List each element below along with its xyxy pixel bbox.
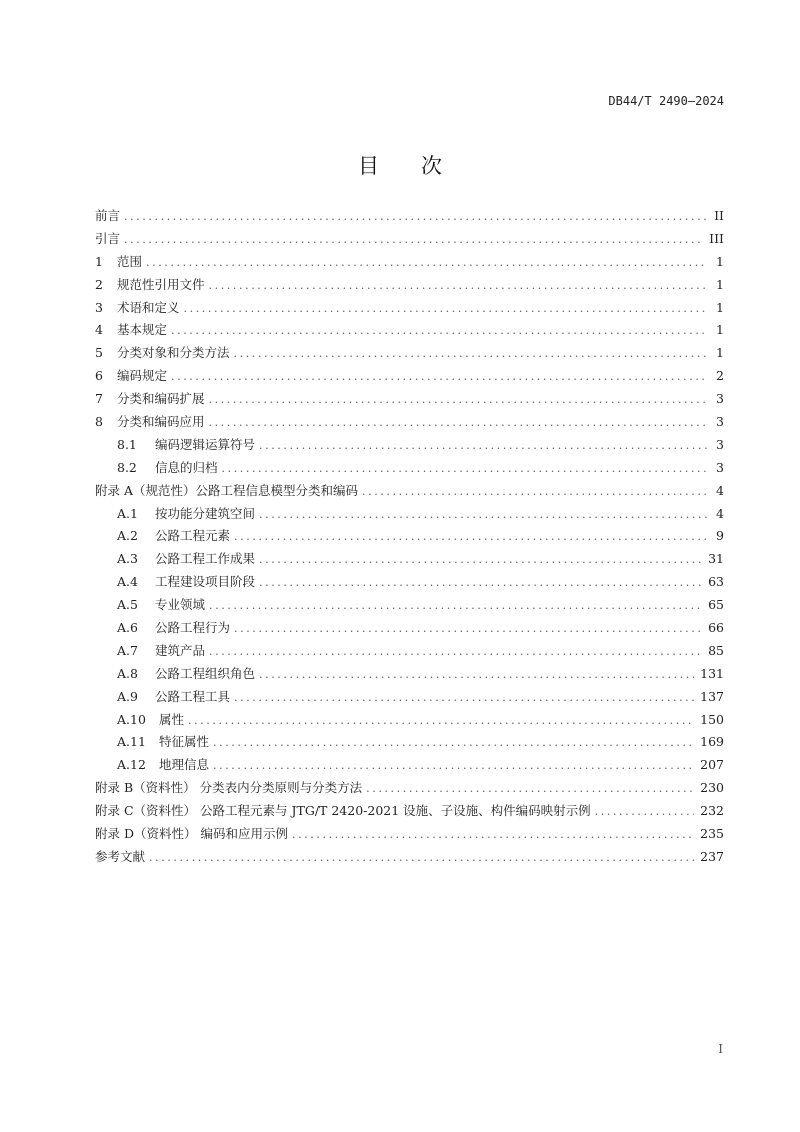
dot-leader bbox=[188, 714, 694, 727]
toc-entry-label: 分类对象和分类方法 bbox=[117, 345, 230, 361]
toc-entry-label: 特征属性 bbox=[159, 734, 210, 750]
toc-entry[interactable] bbox=[95, 732, 724, 755]
toc-entry-page: 4 bbox=[716, 505, 724, 521]
title-char-2: 次 bbox=[421, 154, 442, 178]
toc-entry-page: 63 bbox=[708, 574, 724, 590]
dot-leader bbox=[213, 759, 694, 772]
toc-entry-label: 附录 B（资料性） 分类表内分类原则与分类方法 bbox=[95, 780, 363, 796]
toc-entry-label: 地理信息 bbox=[159, 757, 210, 773]
toc-entry-label: 按功能分建筑空间 bbox=[155, 505, 256, 521]
toc-entry[interactable] bbox=[95, 549, 724, 572]
toc-entry-number: A.3 bbox=[117, 551, 138, 567]
page-number: I bbox=[718, 1042, 723, 1056]
toc-entry-number: A.2 bbox=[117, 528, 138, 544]
toc-entry-label: 属性 bbox=[159, 711, 185, 727]
dot-leader bbox=[234, 691, 694, 704]
toc-entry-page: II bbox=[714, 208, 724, 223]
dot-leader bbox=[366, 782, 694, 795]
toc-entry-page: 3 bbox=[716, 436, 724, 452]
dot-leader bbox=[209, 393, 708, 406]
toc-entry[interactable] bbox=[95, 229, 724, 252]
toc-entry-page: 207 bbox=[700, 757, 724, 773]
toc-entry[interactable] bbox=[95, 664, 724, 687]
dot-leader bbox=[213, 736, 694, 749]
dot-leader bbox=[171, 324, 708, 337]
dot-leader bbox=[124, 210, 708, 223]
toc-entry-page: 131 bbox=[700, 665, 724, 681]
toc-entry[interactable] bbox=[95, 618, 724, 641]
toc-entry-page: 169 bbox=[700, 734, 724, 750]
toc-entry[interactable] bbox=[95, 847, 724, 870]
toc-entry-label: 编码规定 bbox=[117, 368, 168, 384]
dot-leader bbox=[222, 462, 708, 475]
toc-entry-number: A.1 bbox=[117, 505, 138, 521]
toc-entry-page: 3 bbox=[716, 459, 724, 475]
dot-leader bbox=[292, 828, 694, 841]
toc-entry-label: 前言 bbox=[95, 208, 121, 223]
toc-entry-label: 附录 D（资料性） 编码和应用示例 bbox=[95, 826, 288, 842]
toc-entry-number: A.12 bbox=[117, 757, 146, 773]
toc-entry-page: 232 bbox=[700, 803, 724, 819]
toc-entry-number: A.10 bbox=[117, 711, 146, 727]
dot-leader bbox=[259, 576, 702, 589]
toc-entry-label: 规范性引用文件 bbox=[117, 276, 205, 292]
toc-entry-page: 230 bbox=[700, 780, 724, 796]
dot-leader bbox=[209, 279, 708, 292]
toc-entry-page: 3 bbox=[716, 414, 724, 430]
toc-entry-number: 1 bbox=[95, 253, 103, 269]
toc-entry-number: A.5 bbox=[117, 597, 138, 613]
toc-entry-page: 137 bbox=[700, 688, 724, 704]
toc-entry-label: 分类和编码应用 bbox=[117, 414, 205, 430]
toc-entry-number: A.8 bbox=[117, 665, 138, 681]
toc-entry[interactable] bbox=[95, 504, 724, 527]
dot-leader bbox=[259, 508, 708, 521]
toc-entry-number: A.6 bbox=[117, 620, 138, 636]
toc-entry-number: 5 bbox=[95, 345, 103, 361]
toc-entry[interactable] bbox=[95, 710, 724, 733]
toc-entry-page: 150 bbox=[700, 711, 724, 727]
toc-entry-page: 1 bbox=[716, 345, 724, 361]
toc-entry-page: 9 bbox=[716, 528, 724, 544]
dot-leader bbox=[595, 805, 694, 818]
toc-entry-label: 公路工程组织角色 bbox=[155, 665, 256, 681]
toc-entry-page: 3 bbox=[716, 391, 724, 407]
toc-entry-label: 信息的归档 bbox=[155, 459, 218, 475]
toc-entry-label: 工程建设项目阶段 bbox=[155, 574, 256, 590]
dot-leader bbox=[149, 851, 694, 864]
toc-entry-number: 8.2 bbox=[117, 459, 137, 475]
toc-entry-page: 1 bbox=[716, 322, 724, 338]
toc-entry[interactable] bbox=[95, 801, 724, 824]
toc-entry[interactable] bbox=[95, 252, 724, 275]
toc-entry[interactable] bbox=[95, 595, 724, 618]
dot-leader bbox=[259, 668, 694, 681]
dot-leader bbox=[184, 302, 708, 315]
toc-entry-label: 专业领域 bbox=[155, 597, 206, 613]
page-title bbox=[0, 150, 800, 180]
toc-entry-number: A.4 bbox=[117, 574, 138, 590]
toc-entry-label: 参考文献 bbox=[95, 848, 146, 864]
toc-entry-number: 8 bbox=[95, 414, 103, 430]
dot-leader bbox=[234, 530, 708, 543]
toc-entry[interactable] bbox=[95, 275, 724, 298]
toc-entry-page: 31 bbox=[708, 551, 724, 567]
toc-entry-page: 1 bbox=[716, 253, 724, 269]
toc-entry-label: 附录 A（规范性）公路工程信息模型分类和编码 bbox=[95, 482, 359, 498]
toc-entry-label: 公路工程元素 bbox=[155, 528, 231, 544]
toc-entry[interactable] bbox=[95, 435, 724, 458]
toc-entry-page: 1 bbox=[716, 299, 724, 315]
toc-entry-number: A.9 bbox=[117, 688, 138, 704]
toc-entry-number: 7 bbox=[95, 391, 103, 407]
table-of-contents bbox=[95, 206, 724, 870]
toc-entry-label: 附录 C（资料性） 公路工程元素与 JTG/T 2420-2021 设施、子设施、构件编码映射示例 bbox=[95, 803, 591, 819]
toc-entry[interactable] bbox=[95, 206, 724, 229]
title-char-1: 目 bbox=[358, 154, 379, 178]
toc-entry-number: 8.1 bbox=[117, 436, 137, 452]
toc-entry[interactable] bbox=[95, 458, 724, 481]
toc-entry-number: A.11 bbox=[117, 734, 146, 750]
dot-leader bbox=[259, 439, 708, 452]
toc-entry-page: III bbox=[709, 230, 724, 246]
standard-code: DB44/T 2490—2024 bbox=[608, 94, 724, 108]
toc-entry-label: 编码逻辑运算符号 bbox=[155, 436, 256, 452]
dot-leader bbox=[234, 622, 702, 635]
toc-entry-page: 4 bbox=[716, 482, 724, 498]
toc-entry-label: 建筑产品 bbox=[155, 642, 206, 658]
toc-entry-page: 66 bbox=[708, 620, 724, 636]
toc-entry[interactable] bbox=[95, 526, 724, 549]
dot-leader bbox=[259, 553, 702, 566]
toc-entry[interactable] bbox=[95, 687, 724, 710]
toc-entry[interactable] bbox=[95, 298, 724, 321]
toc-entry-label: 公路工程工具 bbox=[155, 688, 231, 704]
toc-entry-label: 公路工程行为 bbox=[155, 620, 231, 636]
toc-entry-page: 2 bbox=[716, 368, 724, 384]
toc-entry[interactable] bbox=[95, 389, 724, 412]
toc-entry-label: 引言 bbox=[95, 230, 121, 246]
toc-entry-number: A.7 bbox=[117, 642, 138, 658]
dot-leader bbox=[146, 256, 708, 269]
toc-entry[interactable] bbox=[95, 343, 724, 366]
toc-entry[interactable] bbox=[95, 641, 724, 664]
dot-leader bbox=[362, 485, 708, 498]
dot-leader bbox=[209, 416, 708, 429]
toc-entry-label: 公路工程工作成果 bbox=[155, 551, 256, 567]
toc-entry[interactable] bbox=[95, 824, 724, 847]
toc-entry-page: 235 bbox=[700, 826, 724, 842]
toc-entry-page: 1 bbox=[716, 276, 724, 292]
toc-entry-label: 基本规定 bbox=[117, 322, 168, 338]
toc-entry-number: 3 bbox=[95, 299, 103, 315]
toc-entry-label: 分类和编码扩展 bbox=[117, 391, 205, 407]
toc-entry-page: 237 bbox=[700, 848, 724, 864]
dot-leader bbox=[209, 645, 702, 658]
dot-leader bbox=[124, 233, 703, 246]
toc-entry[interactable] bbox=[95, 755, 724, 778]
toc-entry[interactable] bbox=[95, 366, 724, 389]
toc-entry-page: 65 bbox=[708, 597, 724, 613]
toc-entry[interactable] bbox=[95, 572, 724, 595]
toc-entry-number: 6 bbox=[95, 368, 103, 384]
toc-entry[interactable] bbox=[95, 778, 724, 801]
toc-entry-label: 范围 bbox=[117, 253, 143, 269]
dot-leader bbox=[234, 347, 708, 360]
toc-entry-label: 术语和定义 bbox=[117, 299, 180, 315]
toc-entry[interactable] bbox=[95, 412, 724, 435]
toc-entry[interactable] bbox=[95, 481, 724, 504]
toc-entry-number: 2 bbox=[95, 276, 103, 292]
toc-entry[interactable] bbox=[95, 320, 724, 343]
toc-entry-page: 85 bbox=[708, 642, 724, 658]
dot-leader bbox=[171, 370, 708, 383]
toc-entry-number: 4 bbox=[95, 322, 103, 338]
dot-leader bbox=[209, 599, 702, 612]
